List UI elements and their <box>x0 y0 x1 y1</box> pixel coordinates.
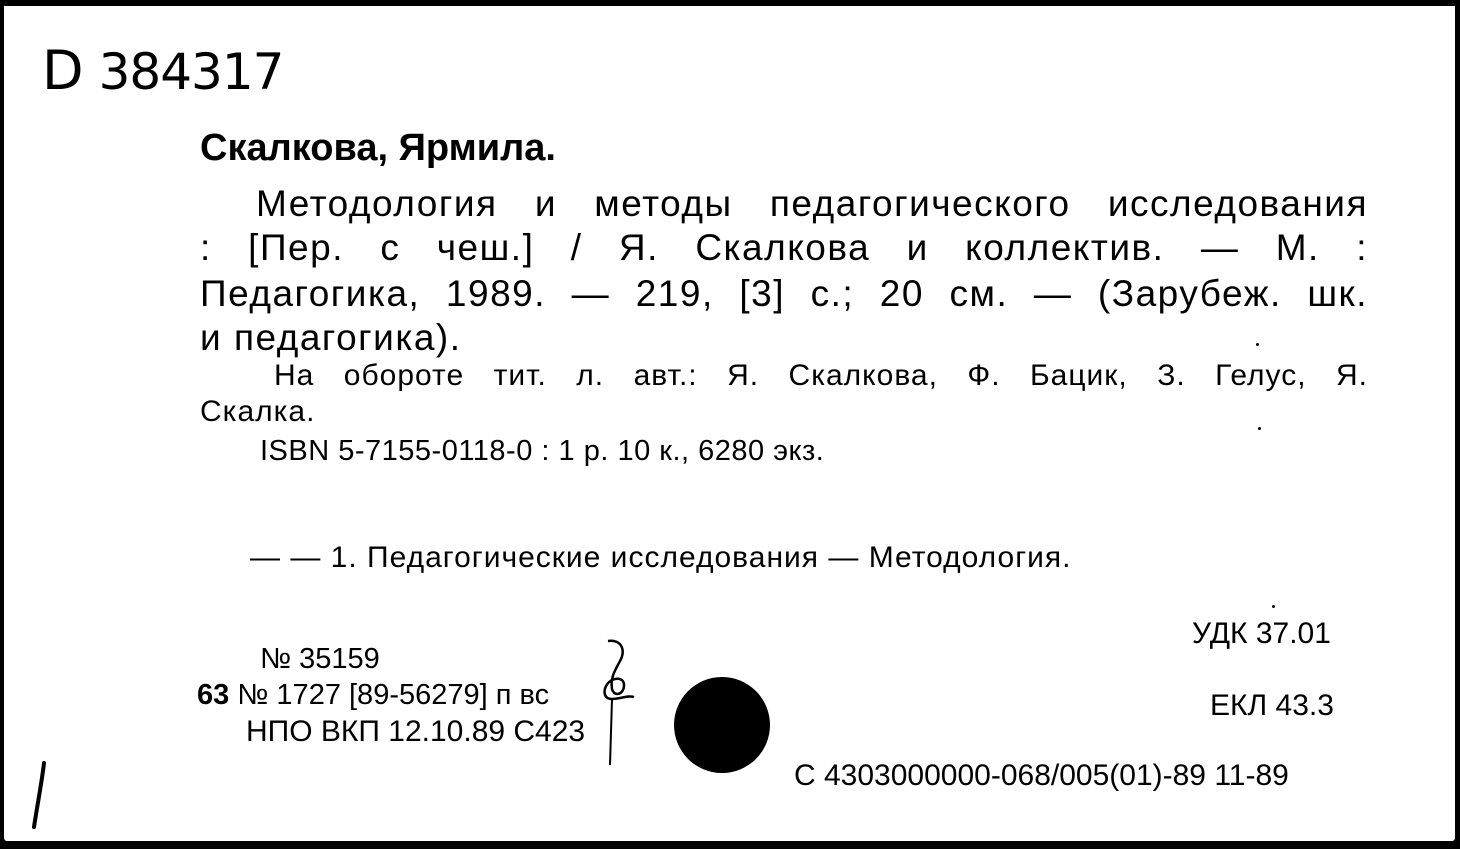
title-line-3: Педагогика, 1989. — 219, [3] с.; 20 см. — (Зарубеж. шк. <box>200 273 1368 314</box>
card-top-edge <box>4 3 1455 6</box>
note-line-1: На обороте тит. л. авт.: Я. Скалкова, Ф. Бацик, З. Гелус, Я. <box>274 359 1368 392</box>
author-heading: Скалкова, Ярмила. <box>200 127 556 169</box>
classification-code: С 4303000000-068/005(01)-89 11-89 <box>794 759 1289 792</box>
speck <box>1256 343 1259 346</box>
order-line <box>197 679 549 712</box>
title-line-4: и педагогика). <box>200 317 462 358</box>
order-prefix: 63 <box>197 679 230 711</box>
order-text: № 1727 [89-56279] п вс <box>237 679 550 711</box>
isbn-line: ISBN 5-7155-0118-0 : 1 р. 10 к., 6280 экз. <box>260 435 825 467</box>
call-number-prefix: D <box>42 39 83 102</box>
registry-number: № 35159 <box>260 643 380 675</box>
speck <box>1272 605 1275 608</box>
title-line-1: Методология и методы педагогического исследования <box>256 183 1368 224</box>
subject-heading: — — 1. Педагогические исследования — Методология. <box>250 541 1072 574</box>
udk-code: УДК 37.01 <box>1192 617 1331 650</box>
note-line-2: Скалка. <box>200 395 316 428</box>
publisher-line: НПО ВКП 12.10.89 С423 <box>246 715 586 748</box>
catalog-card <box>4 3 1455 841</box>
handwritten-signature <box>590 637 650 767</box>
ekl-code: ЕКЛ 43.3 <box>1210 689 1334 722</box>
speck <box>1258 427 1261 430</box>
call-number <box>42 39 283 102</box>
call-number-value: 384317 <box>98 43 284 101</box>
edge-pen-mark <box>28 761 58 831</box>
punch-hole <box>674 677 770 773</box>
title-line-2: : [Пер. с чеш.] / Я. Скалкова и коллектив. — М. : <box>200 227 1368 268</box>
